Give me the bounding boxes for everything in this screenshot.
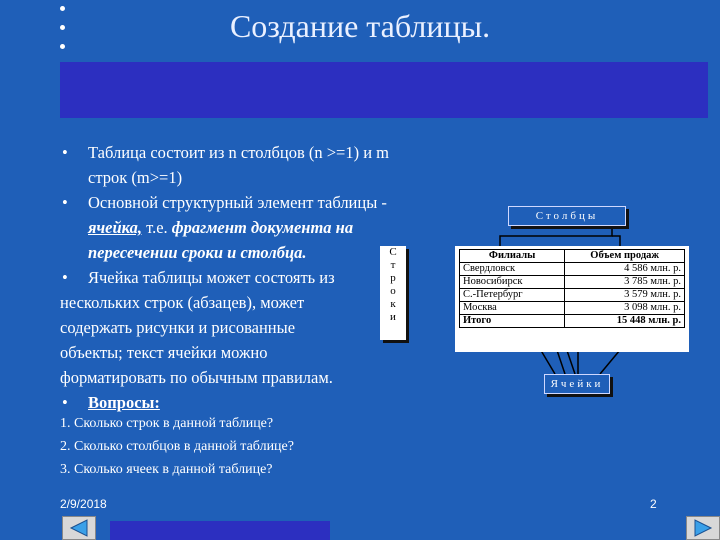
rows-label-letter: С: [389, 246, 397, 258]
question-item: 2. Сколько столбцов в данной таблице?: [60, 439, 294, 454]
rows-label-letter: т: [390, 259, 396, 271]
rows-label: [380, 246, 406, 340]
table-cell: Новосибирск: [460, 276, 565, 289]
next-arrow-icon: [687, 517, 719, 539]
prev-slide-button[interactable]: [62, 516, 96, 540]
questions-heading: Вопросы:: [88, 393, 160, 412]
prev-arrow-icon: [63, 517, 95, 539]
table-header-cell: Объем продаж: [565, 250, 685, 263]
term-cell: ячейка,: [88, 218, 142, 237]
rows-label-letter: р: [390, 272, 396, 284]
table-cell: 15 448 млн. р.: [565, 315, 685, 328]
table-row: [460, 289, 685, 302]
table-cell: 4 586 млн. р.: [565, 263, 685, 276]
footer-date: 2/9/2018: [60, 497, 107, 511]
table-cell: 3 785 млн. р.: [565, 276, 685, 289]
next-slide-button[interactable]: [686, 516, 720, 540]
bullet-marker: •: [62, 193, 68, 212]
question-item: 1. Сколько строк в данной таблице?: [60, 416, 274, 431]
rows-label-letter: и: [390, 311, 396, 323]
table-cell: Итого: [460, 315, 565, 328]
columns-label: Столбцы: [508, 206, 626, 226]
table-cell: 3 579 млн. р.: [565, 289, 685, 302]
bullet-text: Ячейка таблицы может состоять из: [88, 268, 335, 287]
bullet-marker: •: [62, 393, 68, 412]
table-header-row: [460, 250, 685, 263]
footer-bar: [110, 521, 330, 540]
question-item: 3. Сколько ячеек в данной таблице?: [60, 462, 273, 477]
slide-title: Создание таблицы.: [229, 8, 491, 44]
table-total-row: [460, 315, 685, 328]
bullet-text: Таблица состоит из n столбцов (n >=1) и m: [88, 143, 389, 162]
bullet-marker: •: [62, 268, 68, 287]
table-row: [460, 263, 685, 276]
table-header-cell: Филиалы: [460, 250, 565, 263]
bullet-marker: •: [62, 143, 68, 162]
bullet-text: содержать рисунки и рисованные: [60, 318, 296, 337]
sales-table: [459, 249, 685, 328]
bullet-text: Основной структурный элемент таблицы -: [88, 193, 387, 212]
bullet-text: строк (m>=1): [88, 168, 183, 187]
sample-table: [455, 246, 689, 352]
bullet-text: т.е.: [142, 218, 172, 237]
table-cell: Свердловск: [460, 263, 565, 276]
rows-label-letter: к: [390, 298, 396, 310]
table-cell: Москва: [460, 302, 565, 315]
cells-label: Ячейки: [544, 374, 610, 394]
bullet-text: объекты; текст ячейки можно: [60, 343, 268, 362]
page-number: 2: [650, 497, 657, 511]
rows-label-letter: о: [390, 285, 396, 297]
table-row: [460, 302, 685, 315]
table-row: [460, 276, 685, 289]
bullet-text: нескольких строк (абзацев), может: [60, 293, 305, 312]
bullet-text-italic: пересечении сроки и столбца.: [88, 243, 307, 262]
table-cell: 3 098 млн. р.: [565, 302, 685, 315]
bullet-text: форматировать по обычным правилам.: [60, 368, 333, 387]
table-cell: С.-Петербург: [460, 289, 565, 302]
bullet-text-italic: фрагмент документа на: [171, 218, 354, 237]
